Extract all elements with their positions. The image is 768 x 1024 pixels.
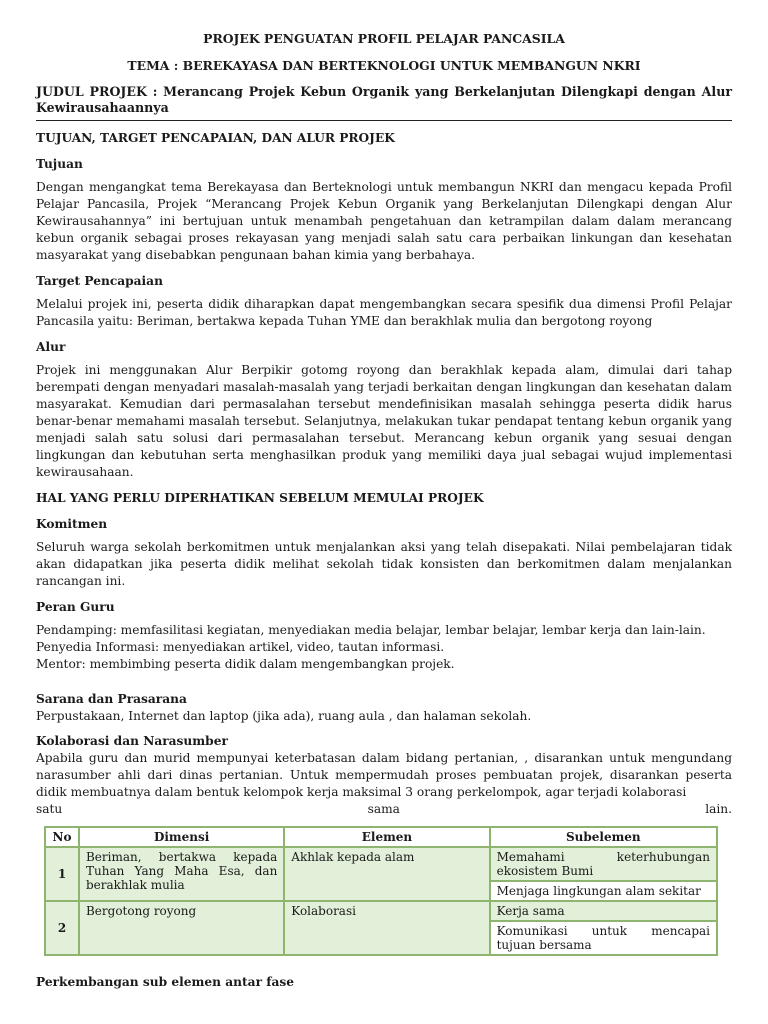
paragraph-komitmen: Seluruh warga sekolah berkomitmen untuk menjalankan aksi yang telah disepakati. Nilai pembelajaran tidak akan didapatkan jika peserta didik melihat sekolah tidak konsisten dan berkomitmen dalam menjalankan rancangan ini. — [36, 540, 732, 588]
subheading-tujuan: Tujuan — [36, 157, 83, 171]
row-number: 1 — [45, 847, 79, 901]
dimension-table — [44, 826, 718, 956]
header-dimensi: Dimensi — [79, 827, 284, 847]
cell-dimensi: Bergotong royong — [79, 901, 284, 955]
cell-elemen: Kolaborasi — [284, 901, 489, 955]
subheading-kolaborasi: Kolaborasi dan Narasumber — [36, 734, 228, 748]
subheading-peran-guru: Peran Guru — [36, 600, 115, 614]
cell-subelemen: Menjaga lingkungan alam sekitar — [490, 881, 717, 901]
paragraph-alur: Projek ini menggunakan Alur Berpikir gotomg royong dan berakhlak kepada alam, dimulai dari tahap berempati dengan menyadari masalah-masalah yang terjadi berkaitan dengan lingkungan dan kesehatan dalam masyarakat. Kemudian dari permasalahan tersebut mendefinisikan masalah sehingga peserta didik harus benar-benar memahami masalah tersebut. Selanjutnya, melakukan tukar pendapat tentang kebun organik yang menjadi salah satu solusi dari permasalahan tersebut. Merancang kebun organik yang sesuai dengan lingkungan dan kebutuhan serta menghasilkan produk yang memiliki daya jual sebagai wujud implementasi kewirausahaan. — [36, 363, 732, 479]
paragraph-sarana: Perpustakaan, Internet dan laptop (jika ada), ruang aula , dan halaman sekolah. — [36, 709, 532, 723]
subheading-target: Target Pencapaian — [36, 274, 163, 288]
cell-subelemen: Komunikasi untuk mencapai tujuan bersama — [490, 921, 717, 955]
table-row — [45, 901, 717, 921]
cell-subelemen: Memahami keterhubungan ekosistem Bumi — [490, 847, 717, 881]
section-heading-phase-development: Perkembangan sub elemen antar fase — [36, 975, 294, 989]
paragraph-tujuan: Dengan mengangkat tema Berekayasa dan Berteknologi untuk membangun NKRI dan mengacu kepada Profil Pelajar Pancasila, Projek “Merancang Projek Kebun Organik yang Berkelanjutan Dilengkapi dengan Alur Kewirausahannya” ini bertujuan untuk menambah pengetahuan dan ketrampilan dalam dalam merancang kebun organik sebagai proses rekayasan yang menjadi salah satu cara perbaikan linkungan dan kesehatan masyarakat yang disebabkan pengunaan bahan kimia yang berbahaya. — [36, 180, 732, 262]
peran-line-informasi: Penyedia Informasi: menyediakan artikel, video, tautan informasi. — [36, 640, 445, 654]
subheading-komitmen: Komitmen — [36, 517, 108, 531]
project-title: JUDUL PROJEK : Merancang Projek Kebun Organik yang Berkelanjutan Dilengkapi dengan Alur Kewirausahaannya — [36, 84, 732, 121]
header-elemen: Elemen — [284, 827, 489, 847]
header-subelemen: Subelemen — [490, 827, 717, 847]
cell-dimensi: Beriman, bertakwa kepada Tuhan Yang Maha Esa, dan berakhlak mulia — [79, 847, 284, 901]
table-row — [45, 847, 717, 881]
paragraph-kolaborasi: Apabila guru dan murid mempunyai keterbatasan dalam bidang pertanian, , disarankan untuk mengundang narasumber ahli dari dinas pertanian. Untuk mempermudah proses pembuatan projek, disarankan peserta didik membuatnya dalam bentuk kelompok kerja maksimal 3 orang perkelompok, agar terjadi kolaborasi — [36, 751, 732, 799]
document-theme: TEMA : BEREKAYASA DAN BERTEKNOLOGI UNTUK MEMBANGUN NKRI — [127, 58, 641, 73]
cell-subelemen: Kerja sama — [490, 901, 717, 921]
cell-elemen: Akhlak kepada alam — [284, 847, 489, 901]
subheading-alur: Alur — [36, 340, 66, 354]
section-heading-goals: TUJUAN, TARGET PENCAPAIAN, DAN ALUR PROJEK — [36, 131, 395, 145]
peran-line-pendamping: Pendamping: memfasilitasi kegiatan, menyediakan media belajar, lembar belajar, lembar kerja dan lain-lain. — [36, 623, 706, 637]
table-header-row — [45, 827, 717, 847]
section-heading-preparation: HAL YANG PERLU DIPERHATIKAN SEBELUM MEMULAI PROJEK — [36, 491, 484, 505]
document-title: PROJEK PENGUATAN PROFIL PELAJAR PANCASILA — [203, 31, 565, 46]
paragraph-target: Melalui projek ini, peserta didik diharapkan dapat mengembangkan secara spesifik dua dimensi Profil Pelajar Pancasila yaitu: Beriman, bertakwa kepada Tuhan YME dan berakhlak mulia dan bergotong royong — [36, 297, 732, 328]
peran-line-mentor: Mentor: membimbing peserta didik dalam mengembangkan projek. — [36, 657, 455, 671]
subheading-sarana: Sarana dan Prasarana — [36, 692, 187, 706]
row-number: 2 — [45, 901, 79, 955]
paragraph-kolaborasi-last-line: satu sama lain. — [36, 802, 732, 816]
header-no: No — [45, 827, 79, 847]
